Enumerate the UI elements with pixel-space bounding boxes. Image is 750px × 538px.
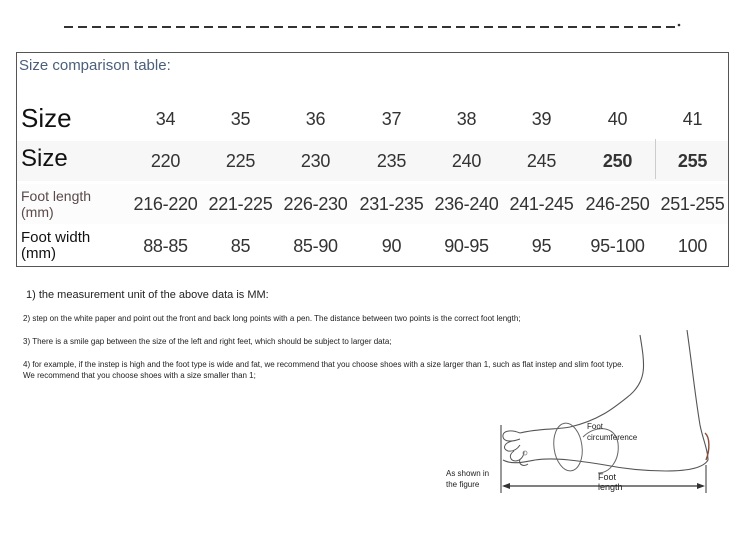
table-cell: 37 (381, 109, 402, 129)
table-cell: 90-95 (444, 236, 489, 256)
dashed-divider (64, 18, 682, 30)
table-cell: 41 (682, 109, 703, 129)
table-cell: 39 (531, 109, 552, 129)
table-row-size-mm (17, 141, 728, 181)
row-label (21, 188, 91, 220)
label-line: length (598, 482, 623, 492)
size-comparison-table (16, 52, 729, 267)
label-line: As shown in (446, 469, 490, 478)
table-cell: 221-225 (208, 194, 273, 214)
note-step-on-paper: 2) step on the white paper and point out the front and back long points with a pen. The distance between two points is the correct foot length; (23, 314, 521, 323)
table-cell: 246-250 (585, 194, 650, 214)
row-label-line: Foot length (21, 188, 92, 204)
table-cell: 95-100 (590, 236, 645, 256)
table-cell: 245 (526, 151, 557, 171)
table-cell: 235 (376, 151, 407, 171)
table-cell: 230 (300, 151, 331, 171)
table-cell: 250 (602, 151, 633, 171)
table-cell: 36 (305, 109, 326, 129)
table-cell: 40 (607, 109, 628, 129)
column-divider (655, 139, 656, 179)
foot-circumference-label (587, 421, 637, 443)
label-line: the figure (446, 480, 480, 489)
table-row-foot-width (17, 226, 728, 266)
label-line: circumference (587, 433, 638, 442)
table-cell: 35 (230, 109, 251, 129)
table-cell: 38 (456, 109, 477, 129)
table-cell: 88-85 (143, 236, 188, 256)
table-cell: 231-235 (359, 194, 424, 214)
foot-length-label (598, 472, 623, 492)
label-line: Foot (587, 422, 604, 431)
row-label-unit: (mm) (21, 245, 56, 262)
table-cell: 95 (531, 236, 552, 256)
row-label: Size (21, 103, 72, 133)
foot-measurement-figure (440, 325, 730, 505)
as-shown-label (446, 468, 489, 490)
table-cell: 100 (677, 236, 708, 256)
label-line: Foot (598, 472, 617, 482)
table-row-size-eu (17, 99, 728, 139)
table-cell: 251-255 (660, 194, 725, 214)
row-label (21, 230, 90, 262)
note-instep-advice: 4) for example, if the instep is high and the foot type is wide and fat, we recommend that you choose shoes with a size larger than 1, such as flat instep and slim foot type. We recommend that you choose shoes with a size smaller than 1; (23, 360, 624, 380)
table-cell: 34 (155, 109, 176, 129)
table-cell: 216-220 (133, 194, 198, 214)
table-row-foot-length (17, 184, 728, 224)
table-cell: 90 (381, 236, 402, 256)
row-label-line: Foot width (21, 229, 91, 246)
table-cell: 240 (451, 151, 482, 171)
row-label-unit: (mm) (21, 204, 54, 220)
table-cell: 225 (225, 151, 256, 171)
table-cell: 255 (677, 151, 708, 171)
note-left-right-gap: 3) There is a smile gap between the size of the left and right feet, which should be subject to larger data; (23, 337, 392, 346)
note-unit: 1) the measurement unit of the above data is MM: (26, 289, 269, 301)
table-cell: 85-90 (293, 236, 338, 256)
table-cell: 241-245 (509, 194, 574, 214)
table-cell: 236-240 (434, 194, 499, 214)
table-title: Size comparison table: (19, 57, 171, 74)
table-cell: 226-230 (283, 194, 348, 214)
table-cell: 85 (230, 236, 251, 256)
table-cell: 220 (150, 151, 181, 171)
row-label: Size (21, 145, 68, 172)
